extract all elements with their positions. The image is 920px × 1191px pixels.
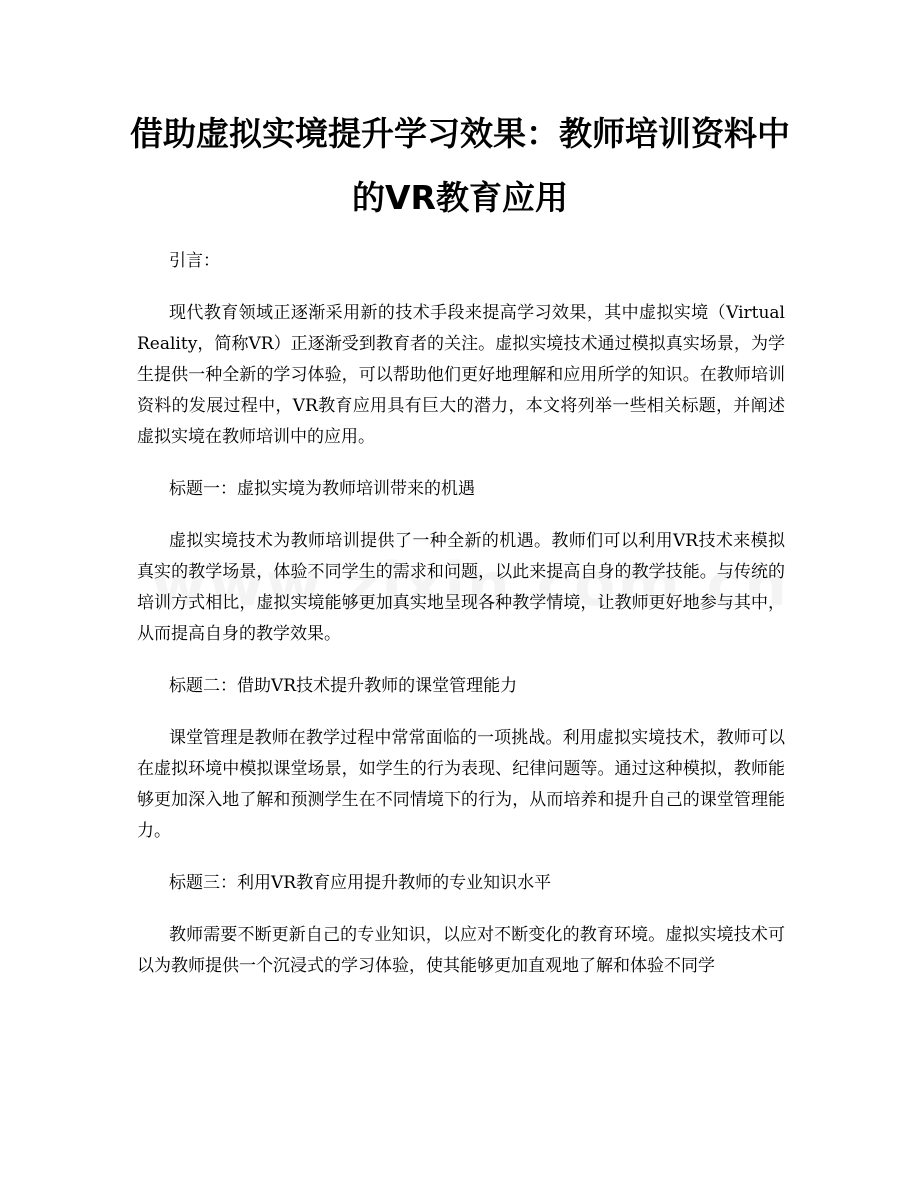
section-heading-3: 标题三：利用VR教育应用提升教师的专业知识水平 <box>169 873 552 893</box>
document-body <box>137 246 785 1003</box>
intro-paragraph: 现代教育领域正逐渐采用新的技术手段来提高学习效果，其中虚拟实境（Virtual Reality，简称VR）正逐渐受到教育者的关注。虚拟实境技术通过模拟真实场景，为学生提供一种全新的学习体验，可以帮助他们更好地理解和应用所学的知识。在教师培训资料的发展过程中，VR教育应用具有巨大的潜力，本文将列举一些相关标题，并阐述虚拟实境在教师培训中的应用。 <box>137 303 785 447</box>
section-paragraph-2: 课堂管理是教师在教学过程中常常面临的一项挑战。利用虚拟实境技术，教师可以在虚拟环境中模拟课堂场景，如学生的行为表现、纪律问题等。通过这种模拟，教师能够更加深入地了解和预测学生在不同情境下的行为，从而培养和提升自己的课堂管理能力。 <box>137 728 785 841</box>
section-paragraph-1: 虚拟实境技术为教师培训提供了一种全新的机遇。教师们可以利用VR技术来模拟真实的教学场景，体验不同学生的需求和问题，以此来提高自身的教学技能。与传统的培训方式相比，虚拟实境能够更加真实地呈现各种教学情境，让教师更好地参与其中，从而提高自身的教学效果。 <box>137 531 785 644</box>
section-heading-2: 标题二：借助VR技术提升教师的课堂管理能力 <box>169 676 518 696</box>
section-heading-1: 标题一：虚拟实境为教师培训带来的机遇 <box>169 479 475 499</box>
intro-label: 引言： <box>169 251 220 271</box>
document-title: 借助虚拟实境提升学习效果：教师培训资料中的VR教育应用 <box>130 114 790 217</box>
section-paragraph-3: 教师需要不断更新自己的专业知识，以应对不断变化的教育环境。虚拟实境技术可以为教师提供一个沉浸式的学习体验，使其能够更加直观地了解和体验不同学 <box>137 925 785 976</box>
